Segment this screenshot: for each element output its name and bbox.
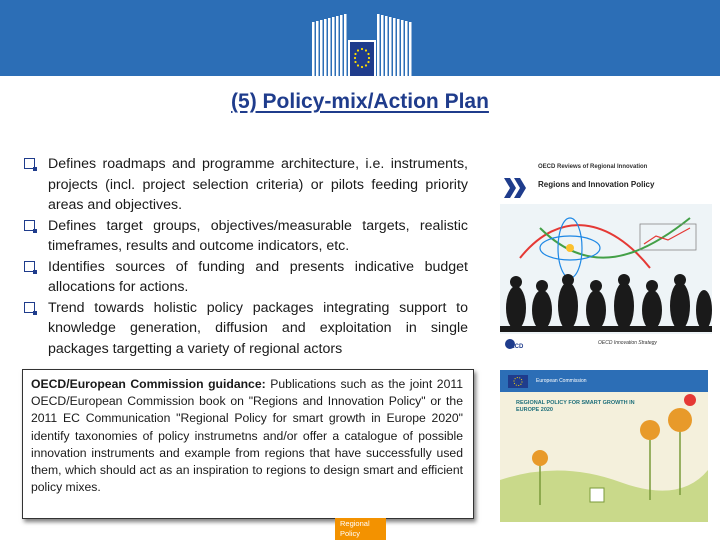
header-bar	[0, 0, 720, 76]
book-series: OECD Reviews of Regional Innovation	[538, 164, 648, 170]
bullet-item: Defines roadmaps and programme architecture, i.e. instruments, projects (incl. project selection criteria) or pilots feeding priority areas and objectives.	[24, 154, 468, 216]
ec-book-cover	[500, 370, 708, 522]
regional-policy-badge: Regional Policy	[335, 518, 386, 540]
book-title: Regions and Innovation Policy	[538, 180, 655, 189]
oecd-logo-text: OECD	[506, 344, 524, 350]
ec-book-title: REGIONAL POLICY FOR SMART GROWTH IN EUROPE 2020	[516, 400, 635, 413]
oecd-book-cover	[500, 148, 712, 358]
ec-publisher: European Commission	[536, 378, 587, 384]
ec-cover-illustration	[500, 370, 708, 522]
checkbox-bullet-icon	[24, 261, 35, 272]
bullet-item: Defines target groups, objectives/measurable targets, realistic timeframes, results and outcome indicators, etc.	[24, 216, 468, 257]
book-strategy: OECD Innovation Strategy	[598, 340, 657, 346]
guidance-box	[22, 369, 474, 519]
checkbox-bullet-icon	[24, 220, 35, 231]
guidance-lead: OECD/European Commission guidance:	[31, 377, 266, 391]
guidance-body: Publications such as the joint 2011 OECD/European Commission book on "Regions and Innovation Policy" or the 2011 EC Communication "Regional Policy for smart growth in Europe 2020" identify taxonomies of policy instrumetns and/or offer a catalogue of possible innovation instruments and example from regions that have successfully used them, which should act as an inspiration to regions to design smart and efficient policy mixes.	[31, 377, 463, 495]
bullet-item: Trend towards holistic policy packages integrating support to knowledge generation, diffusion and exploitation in single packages targetting a variety of regional actors	[24, 298, 468, 360]
checkbox-bullet-icon	[24, 302, 35, 313]
bullet-list	[24, 154, 468, 359]
page-title: (5) Policy-mix/Action Plan	[231, 90, 489, 113]
checkbox-bullet-icon	[24, 158, 35, 169]
bullet-item: Identifies sources of funding and presents indicative budget allocations for actions.	[24, 257, 468, 298]
european-commission-logo	[312, 14, 412, 76]
